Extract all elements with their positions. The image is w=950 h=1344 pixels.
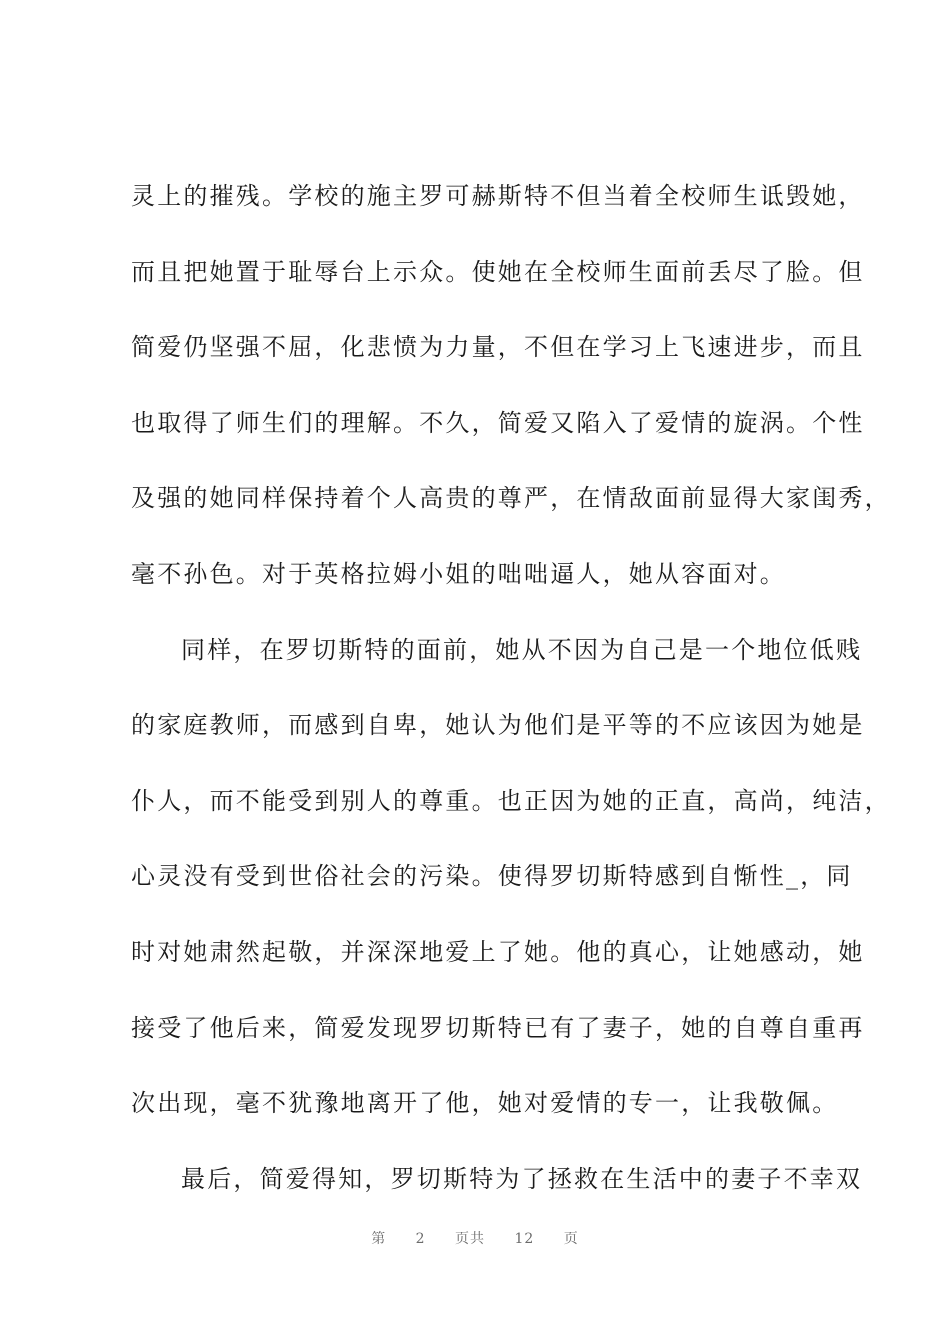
text-line: 心灵没有受到世俗社会的污染。使得罗切斯特感到自惭性_，同 (131, 862, 853, 891)
text-line: 也取得了师生们的理解。不久，简爱又陷入了爱情的旋涡。个性 (131, 408, 865, 437)
paragraph-start-line: 最后，简爱得知，罗切斯特为了拯救在生活中的妻子不幸双 (181, 1164, 863, 1193)
text-line: 时对她肃然起敬，并深深地爱上了她。他的真心，让她感动，她 (131, 937, 865, 966)
text-line: 次出现，毫不犹豫地离开了他，她对爱情的专一，让我敬佩。 (131, 1089, 839, 1118)
text-line: 毫不孙色。对于英格拉姆小姐的咄咄逼人，她从容面对。 (131, 559, 786, 588)
text-line: 仆人，而不能受到别人的尊重。也正因为她的正直，高尚，纯洁， (131, 786, 891, 815)
footer-total-pages: 12 (514, 1231, 535, 1247)
footer-page-number: 2 (415, 1231, 426, 1247)
text-line: 简爱仍坚强不屈，化悲愤为力量，不但在学习上飞速进步，而且 (131, 333, 865, 362)
text-line: 而且把她置于耻辱台上示众。使她在全校师生面前丢尽了脸。但 (131, 257, 865, 286)
footer-prefix: 第 (371, 1231, 387, 1247)
text-line: 的家庭教师，而感到自卑，她认为他们是平等的不应该因为她是 (131, 711, 865, 740)
footer-middle: 页共 (455, 1231, 486, 1247)
body-text (131, 172, 891, 1230)
page-footer (0, 1228, 950, 1248)
text-line: 及强的她同样保持着个人高贵的尊严，在情敌面前显得大家闺秀， (131, 484, 891, 513)
text-line: 灵上的摧残。学校的施主罗可赫斯特不但当着全校师生诋毁她， (131, 182, 865, 210)
paragraph-start-line: 同样，在罗切斯特的面前，她从不因为自己是一个地位低贱 (181, 635, 863, 664)
footer-suffix: 页 (563, 1231, 579, 1247)
text-line: 接受了他后来，简爱发现罗切斯特已有了妻子，她的自尊自重再 (131, 1013, 865, 1042)
